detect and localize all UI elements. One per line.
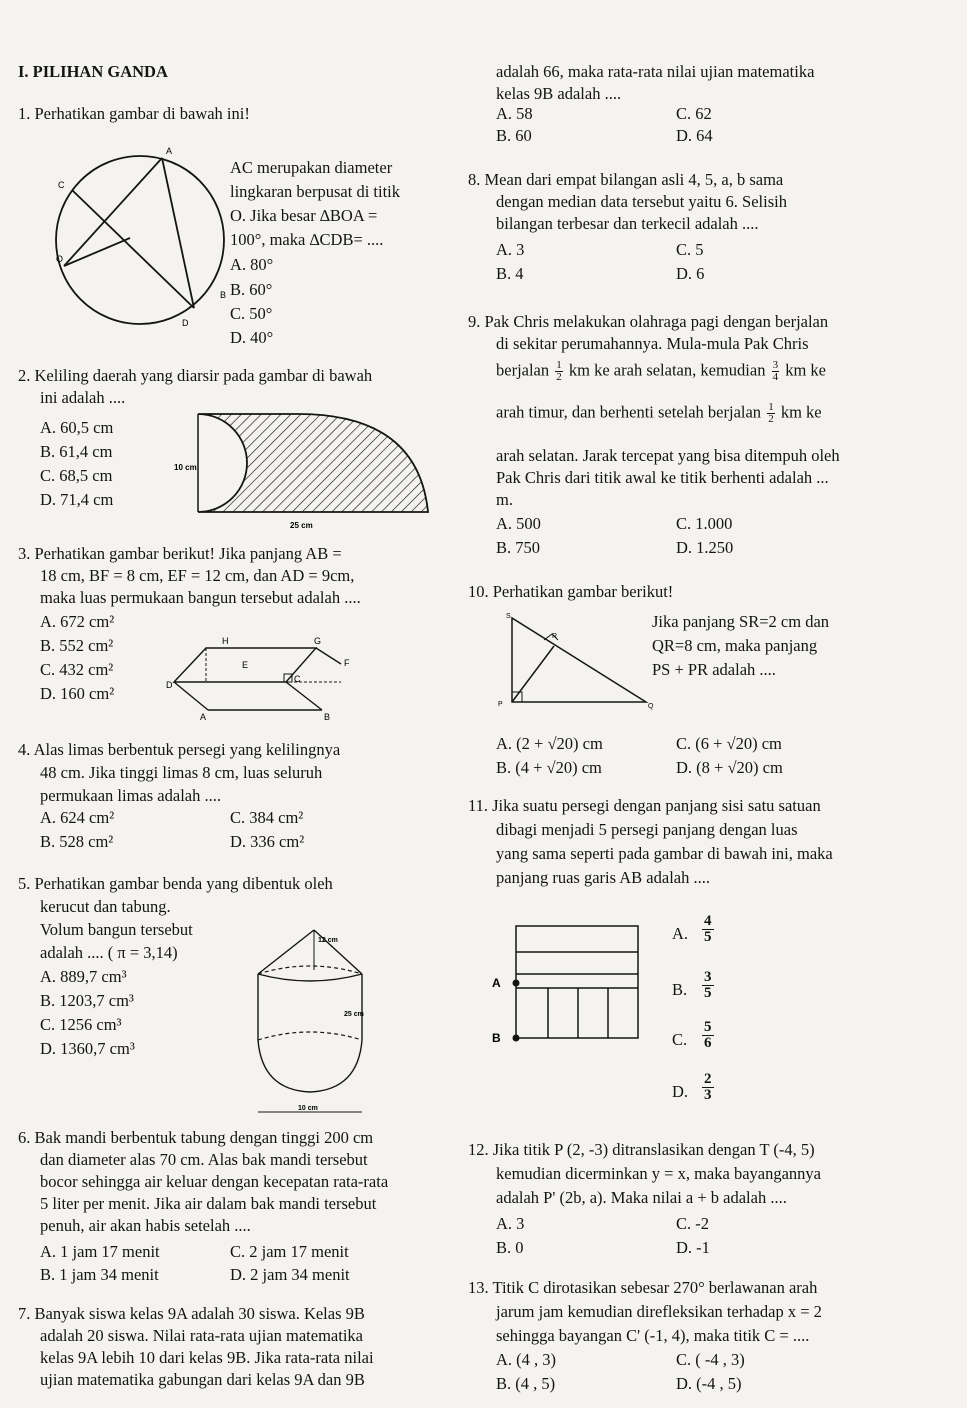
q11-line-1: 11. Jika suatu persegi dengan panjang sisi satu satuan	[468, 796, 821, 815]
q9-line-6: Pak Chris dari titik awal ke titik berhenti adalah ...	[496, 468, 829, 487]
q1-option-a[interactable]: A. 80°	[230, 255, 274, 274]
q13-option-b[interactable]: B. (4 , 5)	[496, 1374, 556, 1393]
q10-line-3: PS + PR adalah ....	[652, 660, 776, 679]
q7-line-4: ujian matematika gabungan dari kelas 9A dan 9B	[40, 1370, 365, 1389]
q7-option-a[interactable]: A. 58	[496, 104, 533, 123]
q10-option-b[interactable]: B. (4 + √20) cm	[496, 758, 602, 777]
q12-option-a[interactable]: A. 3	[496, 1214, 525, 1233]
q2-line-1: 2. Keliling daerah yang diarsir pada gambar di bawah	[18, 366, 373, 385]
q3-option-d[interactable]: D. 160 cm²	[40, 684, 115, 703]
q1-option-c[interactable]: C. 50°	[230, 304, 273, 323]
q7-line-3: kelas 9A lebih 10 dari kelas 9B. Jika rata-rata nilai	[40, 1348, 374, 1367]
label-h: H	[222, 636, 229, 646]
q1-prompt: 1. Perhatikan gambar di bawah ini!	[18, 104, 250, 123]
label-b: B	[324, 712, 331, 722]
altitude-ps	[512, 646, 554, 702]
label-a: A	[492, 976, 501, 990]
q7-option-b[interactable]: B. 60	[496, 126, 532, 145]
label-g: G	[314, 636, 322, 646]
triangle-pqr	[512, 618, 646, 702]
q1-line-4: 100°, maka ∆CDB= ....	[230, 230, 384, 249]
q3-option-c[interactable]: C. 432 cm²	[40, 660, 114, 679]
label-r: R	[552, 633, 558, 640]
q9-line-2: di sekitar perumahannya. Mula-mula Pak Chris	[496, 334, 809, 353]
label-12cm: 12 cm	[318, 937, 338, 944]
q4-option-d[interactable]: D. 336 cm²	[230, 832, 305, 851]
label-d: D	[182, 318, 189, 328]
q6-option-a[interactable]: A. 1 jam 17 menit	[40, 1242, 160, 1261]
q12-option-b[interactable]: B. 0	[496, 1238, 524, 1257]
q4-option-b[interactable]: B. 528 cm²	[40, 832, 114, 851]
q11-line-3: yang sama seperti pada gambar di bawah ini, maka	[496, 844, 833, 863]
q8-option-c[interactable]: C. 5	[676, 240, 704, 259]
q11-option-c-letter[interactable]: C.	[672, 1030, 688, 1049]
section-title: I. PILIHAN GANDA	[18, 62, 168, 81]
q1-line-2: lingkaran berpusat di titik	[230, 182, 401, 201]
q2-line-2: ini adalah ....	[40, 388, 126, 407]
q6-line-2: dan diameter alas 70 cm. Alas bak mandi tersebut	[40, 1150, 368, 1169]
q8-option-d[interactable]: D. 6	[676, 264, 705, 283]
q9-line-7: m.	[496, 490, 513, 509]
chord-ab	[64, 158, 162, 266]
label-e: E	[242, 660, 249, 670]
q5-option-b[interactable]: B. 1203,7 cm³	[40, 991, 134, 1010]
q4-line-1: 4. Alas limas berbentuk persegi yang kelilingnya	[18, 740, 341, 759]
q12-line-2: kemudian dicerminkan y = x, maka bayangannya	[496, 1164, 821, 1183]
point-b	[513, 1035, 520, 1042]
q9-option-b[interactable]: B. 750	[496, 538, 541, 557]
q6-line-4: 5 liter per menit. Jika air dalam bak mandi tersebut	[40, 1194, 377, 1213]
label-b: B	[492, 1031, 501, 1045]
q1-option-d[interactable]: D. 40°	[230, 328, 274, 347]
q3-line-1: 3. Perhatikan gambar berikut! Jika panjang AB =	[18, 544, 342, 563]
q10-option-c[interactable]: C. (6 + √20) cm	[676, 734, 782, 753]
q4-line-3: permukaan limas adalah ....	[40, 786, 221, 805]
q13-option-c[interactable]: C. ( -4 , 3)	[676, 1350, 745, 1369]
q6-option-b[interactable]: B. 1 jam 34 menit	[40, 1265, 159, 1284]
q9-line-3: berjalan $\frac{1}{2}$ km ke arah selatan, kemudian $\frac{3}{4}$ km ke	[496, 359, 826, 383]
q2-option-c[interactable]: C. 68,5 cm	[40, 466, 113, 485]
chord-ad	[162, 158, 194, 308]
q8-line-3: bilangan terbesar dan terkecil adalah ....	[496, 214, 759, 233]
label-p: P	[498, 701, 503, 708]
frac-half-2: $\frac{1}{2}$	[768, 401, 774, 425]
label-b: B	[220, 290, 227, 300]
label-q: Q	[648, 703, 654, 710]
q11-line-4: panjang ruas garis AB adalah ....	[496, 868, 710, 887]
point-a	[513, 980, 520, 987]
label-25cm: 25 cm	[290, 521, 313, 530]
label-a: A	[166, 146, 173, 156]
q1-circle-figure	[42, 140, 237, 340]
radius-ob	[64, 238, 130, 266]
q13-option-a[interactable]: A. (4 , 3)	[496, 1350, 557, 1369]
shaded-region	[198, 414, 428, 512]
q1-option-b[interactable]: B. 60°	[230, 280, 273, 299]
q7-line-1: 7. Banyak siswa kelas 9A adalah 30 siswa. Kelas 9B	[18, 1304, 365, 1323]
label-10cm: 10 cm	[174, 463, 197, 472]
diameter-ac	[72, 190, 194, 308]
q8-option-a[interactable]: A. 3	[496, 240, 525, 259]
q5-cone-cylinder-figure	[246, 922, 386, 1122]
label-s: S	[506, 613, 511, 620]
q7-option-c[interactable]: C. 62	[676, 104, 712, 123]
q7-option-d[interactable]: D. 64	[676, 126, 713, 145]
q6-line-1: 6. Bak mandi berbentuk tabung dengan tinggi 200 cm	[18, 1128, 374, 1147]
q13-line-3: sehingga bayangan C' (-1, 4), maka titik C = ....	[496, 1326, 810, 1345]
q9-option-c[interactable]: C. 1.000	[676, 514, 733, 533]
frac-half-1: $\frac{1}{2}$	[556, 359, 562, 383]
q11-line-2: dibagi menjadi 5 persegi panjang dengan luas	[496, 820, 798, 839]
q3-line-2: 18 cm, BF = 8 cm, EF = 12 cm, dan AD = 9cm,	[40, 566, 355, 585]
q12-option-d[interactable]: D. -1	[676, 1238, 710, 1257]
frac-three-quarters: $\frac{3}{4}$	[772, 359, 779, 383]
q12-option-c[interactable]: C. -2	[676, 1214, 709, 1233]
q4-option-c[interactable]: C. 384 cm²	[230, 808, 304, 827]
q10-prompt: 10. Perhatikan gambar berikut!	[468, 582, 674, 601]
q8-option-b[interactable]: B. 4	[496, 264, 524, 283]
q7-line-5: adalah 66, maka rata-rata nilai ujian matematika	[496, 62, 815, 81]
q3-line-3: maka luas permukaan bangun tersebut adalah ....	[40, 588, 361, 607]
q11-option-d-frac[interactable]: 2 3	[704, 1071, 712, 1103]
q10-line-1: Jika panjang SR=2 cm dan	[652, 612, 830, 631]
q11-option-d-letter[interactable]: D.	[672, 1082, 689, 1101]
label-f: F	[344, 658, 350, 668]
q2-option-b[interactable]: B. 61,4 cm	[40, 442, 113, 461]
q2-option-d[interactable]: D. 71,4 cm	[40, 490, 114, 509]
q13-option-d[interactable]: D. (-4 , 5)	[676, 1374, 742, 1393]
q10-option-d[interactable]: D. (8 + √20) cm	[676, 758, 783, 777]
q3-option-b[interactable]: B. 552 cm²	[40, 636, 114, 655]
q11-option-a-letter[interactable]: A.	[672, 924, 689, 943]
q11-square-figure	[488, 920, 658, 1046]
q6-line-3: bocor sehingga air keluar dengan kecepatan rata-rata	[40, 1172, 389, 1191]
label-c: C	[294, 674, 301, 684]
q9-line-1: 9. Pak Chris melakukan olahraga pagi dengan berjalan	[468, 312, 829, 331]
q9-option-d[interactable]: D. 1.250	[676, 538, 734, 557]
q3-option-a[interactable]: A. 672 cm²	[40, 612, 115, 631]
q3-prism-figure	[166, 630, 386, 725]
q6-line-5: penuh, air akan habis setelah ....	[40, 1216, 251, 1235]
q5-line-2: kerucut dan tabung.	[40, 897, 171, 916]
label-c: C	[58, 180, 65, 190]
q5-line-4: adalah .... ( π = 3,14)	[40, 943, 178, 962]
q10-option-a[interactable]: A. (2 + √20) cm	[496, 734, 603, 753]
label-o: O	[56, 254, 64, 264]
q6-option-d[interactable]: D. 2 jam 34 menit	[230, 1265, 350, 1284]
q9-option-a[interactable]: A. 500	[496, 514, 541, 533]
q11-option-a-frac[interactable]: 4 5	[704, 913, 712, 945]
q4-line-2: 48 cm. Jika tinggi limas 8 cm, luas seluruh	[40, 763, 323, 782]
q5-option-d[interactable]: D. 1360,7 cm³	[40, 1039, 135, 1058]
q11-option-c-frac[interactable]: 5 6	[704, 1019, 712, 1051]
q10-line-2: QR=8 cm, maka panjang	[652, 636, 818, 655]
q6-option-c[interactable]: C. 2 jam 17 menit	[230, 1242, 349, 1261]
q5-option-c[interactable]: C. 1256 cm³	[40, 1015, 122, 1034]
q7-line-6: kelas 9B adalah ....	[496, 84, 622, 103]
q9-line-4: arah timur, dan berhenti setelah berjalan $\frac{1}{2}$ km ke	[496, 401, 822, 425]
q11-option-b-frac[interactable]: 3 5	[704, 969, 712, 1001]
q5-line-1: 5. Perhatikan gambar benda yang dibentuk oleh	[18, 874, 333, 893]
q1-line-3: O. Jika besar ∆BOA =	[230, 206, 378, 225]
q13-line-1: 13. Titik C dirotasikan sebesar 270° berlawanan arah	[468, 1278, 818, 1297]
q4-option-a[interactable]: A. 624 cm²	[40, 808, 115, 827]
q7-line-2: adalah 20 siswa. Nilai rata-rata ujian matematika	[40, 1326, 363, 1345]
q5-option-a[interactable]: A. 889,7 cm³	[40, 967, 127, 986]
q9-line-5: arah selatan. Jarak tercepat yang bisa ditempuh oleh	[496, 446, 840, 465]
label-a: A	[200, 712, 207, 722]
label-10cm: 10 cm	[298, 1105, 318, 1112]
label-25cm: 25 cm	[344, 1011, 364, 1018]
q2-shaded-figure	[168, 408, 438, 533]
label-d: D	[166, 680, 173, 690]
q2-option-a[interactable]: A. 60,5 cm	[40, 418, 114, 437]
q1-line-1: AC merupakan diameter	[230, 158, 393, 177]
q8-line-1: 8. Mean dari empat bilangan asli 4, 5, a, b sama	[468, 170, 784, 189]
q11-option-b-letter[interactable]: B.	[672, 980, 688, 999]
q10-triangle-figure	[496, 610, 656, 710]
q5-line-3: Volum bangun tersebut	[40, 920, 193, 939]
q12-line-1: 12. Jika titik P (2, -3) ditranslasikan dengan T (-4, 5)	[468, 1140, 815, 1159]
q13-line-2: jarum jam kemudian direfleksikan terhadap x = 2	[496, 1302, 822, 1321]
unit-square	[516, 926, 638, 1038]
q8-line-2: dengan median data tersebut yaitu 6. Selisih	[496, 192, 787, 211]
q12-line-3: adalah P' (2b, a). Maka nilai a + b adalah ....	[496, 1188, 787, 1207]
